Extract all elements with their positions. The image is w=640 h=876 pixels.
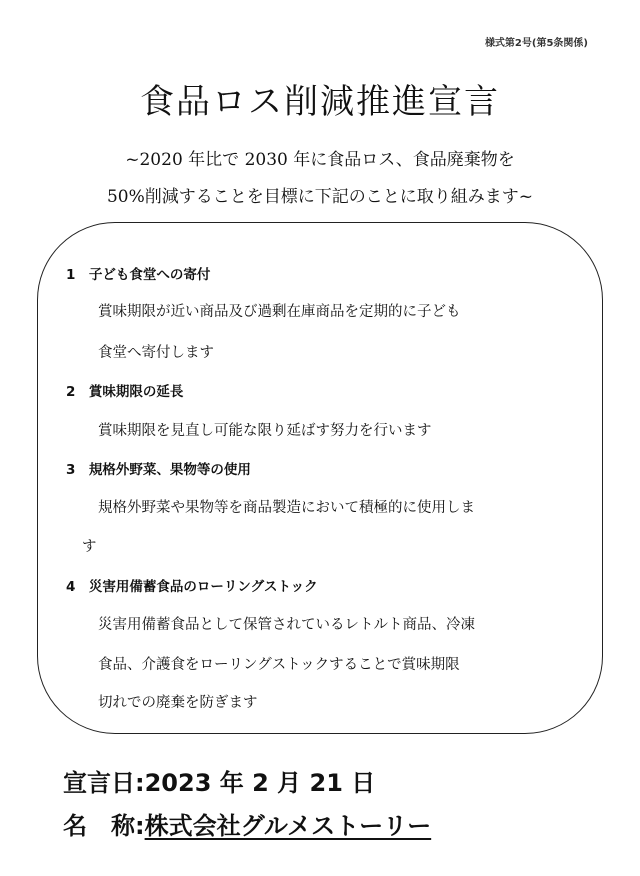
subtitle-line-2: 50%削減することを目標に下記のことに取り組みます~ [106, 187, 534, 207]
item-3-heading: 3 規格外野菜、果物等の使用 [66, 462, 251, 478]
subtitle-line-1: ~2020 年比で 2030 年に食品ロス、食品廃棄物を [125, 150, 515, 170]
item-1-line-1: 賞味期限が近い商品及び過剰在庫商品を定期的に子ども [98, 304, 461, 320]
company-name: 株式会社グルメストーリー [144, 812, 432, 840]
item-4-line-1: 災害用備蓄食品として保管されているレトルト商品、冷凍 [98, 617, 475, 633]
item-2-heading: 2 賞味期限の延長 [66, 384, 184, 400]
item-4-line-2: 食品、介護食をローリングストックすることで賞味期限 [98, 657, 460, 673]
declaration-name-label: 名 称: [63, 812, 145, 840]
item-3-line-2: す [82, 539, 97, 555]
declaration-date-value: 2023 年 2 月 21 日 [144, 769, 376, 797]
declaration-date-row [63, 763, 375, 798]
item-4-line-3: 切れでの廃棄を防ぎます [98, 695, 258, 711]
item-2-line-1: 賞味期限を見直し可能な限り延ばす努力を行います [98, 423, 432, 439]
item-1-line-2: 食堂へ寄付します [98, 345, 214, 361]
item-1-heading: 1 子ども食堂への寄付 [66, 267, 211, 283]
item-4-heading: 4 災害用備蓄食品のローリングストック [66, 579, 318, 595]
item-3-line-1: 規格外野菜や果物等を商品製造において積極的に使用しま [98, 500, 475, 516]
page-title: 食品ロス削減推進宣言 [140, 82, 500, 122]
declaration-name-row [63, 806, 431, 841]
declaration-date-label: 宣言日: [63, 769, 145, 797]
form-number: 様式第2号(第5条関係) [484, 38, 588, 49]
